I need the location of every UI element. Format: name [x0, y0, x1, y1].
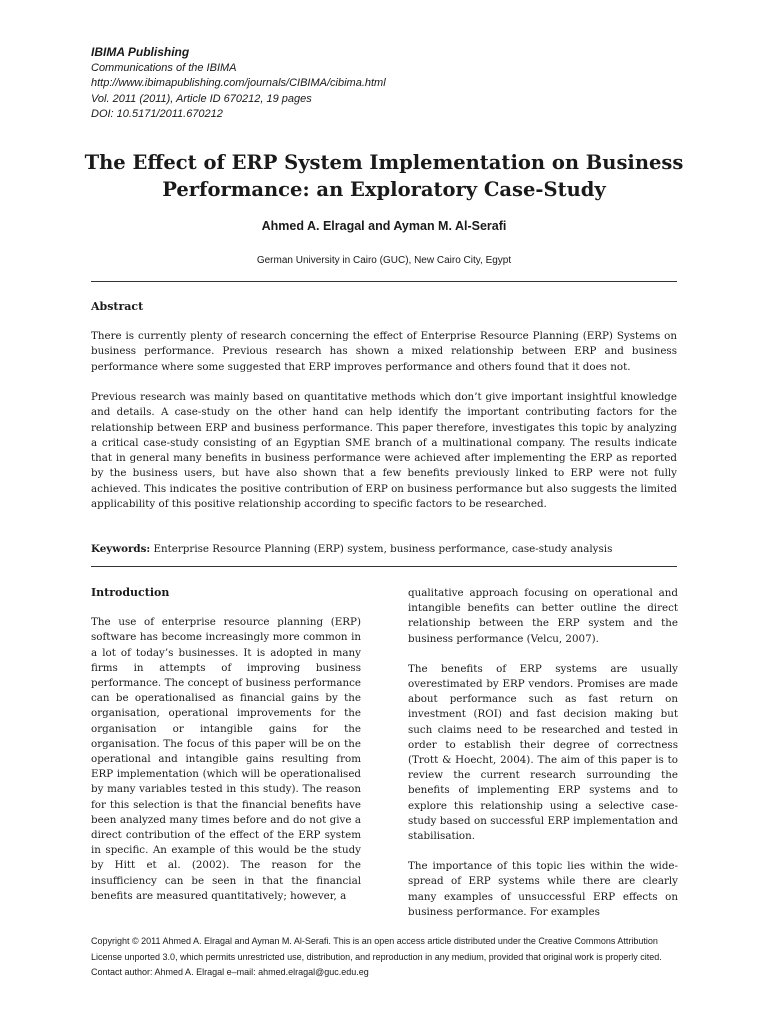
copyright-notice: Copyright © 2011 Ahmed A. Elragal and Ayman M. Al-Serafi. This is an open access article distributed under the Creative Commons Attribution License unported 3.0, which permits unrestricted use, distribution, and reproduction in any medium, provided that original work is properly cited. Contact author: Ahmed A. Elragal e–mail: ahmed.elragal@guc.edu.eg [91, 936, 662, 977]
title-line-2: Performance: an Exploratory Case-Study [162, 178, 606, 201]
abstract-paragraph-2: Previous research was mainly based on quantitative methods which don’t give important insightful knowledge and details. A case-study on the other hand can help identify the important contributing factors for the relationship between ERP and business performance. This paper therefore, investigates this topic by analyzing a critical case-study consisting of an Egyptian SME branch of a multinational company. The results indicate that in general many benefits in business performance were achieved after implementing the ERP as reported by the business users, but have also shown that a few benefits previously linked to ERP were not fully achieved. This indicates the positive contribution of ERP on business performance but also suggests the limited applicability of this positive relationship according to specific factors to be researched. [91, 391, 677, 511]
intro-paragraph-3: The benefits of ERP systems are usually overestimated by ERP vendors. Promises are made about performance such as fast return on investment (ROI) and fast decision making but such claims need to be researched and tested in order to establish their degree of correctness (Trott & Hoecht, 2004). The aim of this paper is to review the current research surrounding the benefits of implementing ERP systems and to explore this relationship using a selective case-study based on successful ERP implementation and stabilisation. [408, 662, 678, 843]
keywords-label: Keywords: [91, 543, 151, 555]
divider-bottom [91, 566, 677, 567]
publisher-name: IBIMA Publishing [91, 45, 190, 59]
left-column [91, 585, 361, 919]
keywords [91, 542, 677, 557]
doi: DOI: 10.5171/2011.670212 [91, 108, 223, 120]
keywords-text: Enterprise Resource Planning (ERP) system, business performance, case-study analysis [153, 543, 613, 555]
section-heading-introduction: Introduction [91, 586, 170, 599]
right-column [408, 586, 678, 935]
affiliation: German University in Cairo (GUC), New Cairo City, Egypt [256, 255, 512, 266]
abstract-heading: Abstract [91, 300, 144, 313]
authors: Ahmed A. Elragal and Ayman M. Al-Serafi [261, 219, 507, 233]
divider-top [91, 281, 677, 282]
abstract-paragraph-1: There is currently plenty of research concerning the effect of Enterprise Resource Planning (ERP) Systems on business performance. Previous research has shown a mixed relationship between ERP and business performance where some suggested that ERP improves performance and others found that it does not. [91, 330, 677, 373]
volume-info: Vol. 2011 (2011), Article ID 670212, 19 pages [91, 92, 312, 105]
journal-header [91, 45, 386, 123]
intro-paragraph-2: qualitative approach focusing on operational and intangible benefits can better outline the direct relationship between the ERP system and the business performance (Velcu, 2007). [408, 587, 678, 645]
intro-paragraph-4: The importance of this topic lies within the wide-spread of ERP systems while there are clearly many examples of unsuccessful ERP effects on business performance. For examples [408, 860, 678, 918]
journal-name: Communications of the IBIMA [91, 61, 237, 74]
paper-title [40, 149, 728, 203]
title-line-1: The Effect of ERP System Implementation on Business [84, 151, 684, 174]
journal-url[interactable]: http://www.ibimapublishing.com/journals/CIBIMA/cibima.html [91, 77, 386, 89]
intro-paragraph-1: The use of enterprise resource planning (ERP) software has become increasingly more common in a lot of today’s businesses. It is adopted in many firms in attempts of improving business performance. The concept of business performance can be operationalised as financial gains by the organisation, operational improvements for the organisation or intangible gains for the organisation. The focus of this paper will be on the operational and intangible gains resulting from ERP implementation (which will be operationalised by many variables tested in this study). The reason for this selection is that the financial benefits have been analyzed many times before and do not give a direct contribution of the effect of the ERP system in specific. An example of this would be the study by Hitt et al. (2002). The reason for the insufficiency can be seen in that the financial benefits are measured quantitatively; however, a [91, 616, 361, 902]
